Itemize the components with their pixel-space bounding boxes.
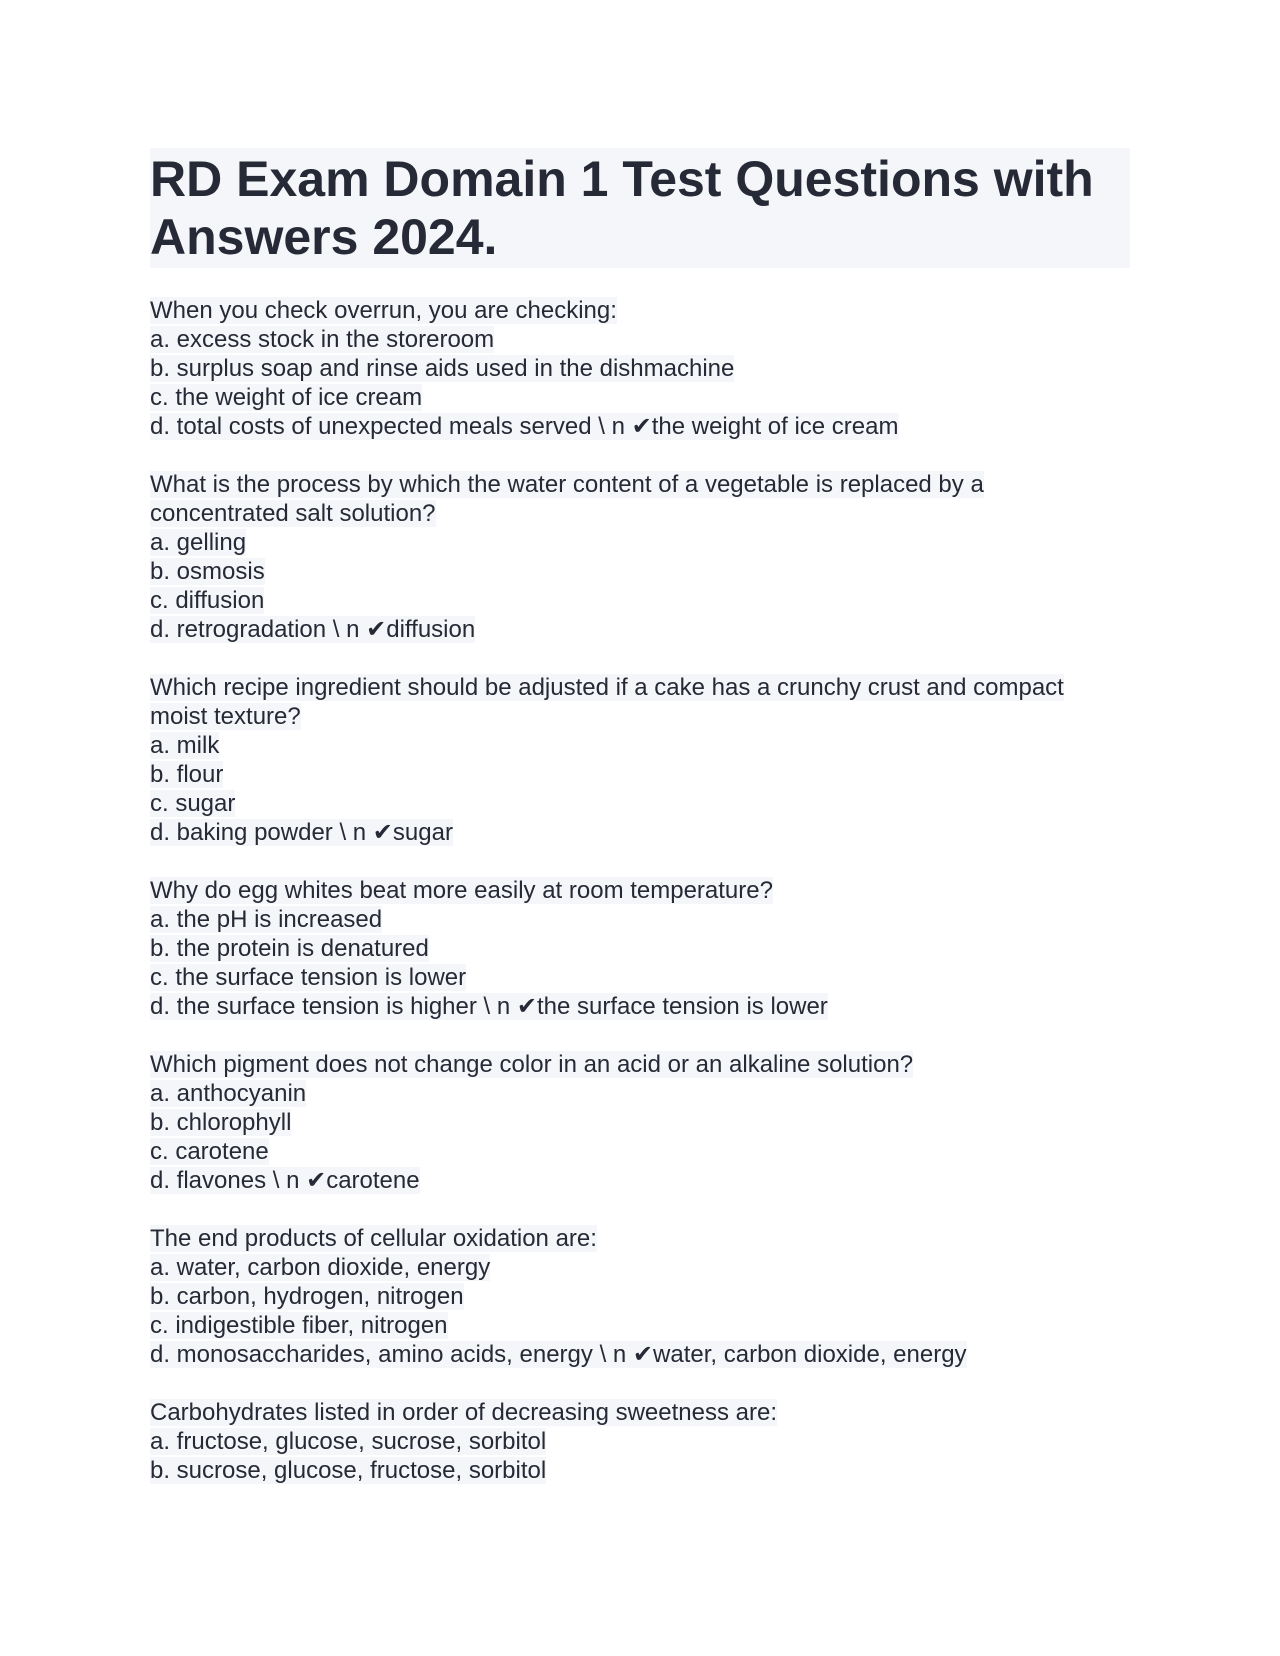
answer-option: b. carbon, hydrogen, nitrogen bbox=[150, 1283, 464, 1310]
answer-option-line bbox=[150, 1282, 1130, 1311]
answer-option-line bbox=[150, 1340, 1130, 1369]
answer-option-line bbox=[150, 412, 1130, 441]
answer-option-line bbox=[150, 1253, 1130, 1282]
question-block bbox=[150, 1224, 1130, 1369]
answer-option: b. chlorophyll bbox=[150, 1109, 292, 1136]
document-title: RD Exam Domain 1 Test Questions with Answers 2024. bbox=[150, 148, 1130, 268]
answer-option: c. the weight of ice cream bbox=[150, 384, 423, 411]
answer-option: b. osmosis bbox=[150, 558, 265, 585]
answer-option-line bbox=[150, 354, 1130, 383]
answer-option-line bbox=[150, 586, 1130, 615]
answer-option-line bbox=[150, 325, 1130, 354]
question-text: moist texture? bbox=[150, 703, 301, 730]
answer-option-line bbox=[150, 383, 1130, 412]
answer-option: a. the pH is increased bbox=[150, 906, 383, 933]
answer-option: d. total costs of unexpected meals served \ n ✔the weight of ice cream bbox=[150, 413, 899, 440]
answer-option: d. monosaccharides, amino acids, energy \ n ✔water, carbon dioxide, energy bbox=[150, 1341, 967, 1368]
answer-option-line bbox=[150, 1456, 1130, 1485]
answer-option-line bbox=[150, 1427, 1130, 1456]
document-page bbox=[150, 148, 1130, 1514]
answer-option: b. surplus soap and rinse aids used in the dishmachine bbox=[150, 355, 735, 382]
answer-option: c. the surface tension is lower bbox=[150, 964, 467, 991]
question-text: Which pigment does not change color in an acid or an alkaline solution? bbox=[150, 1051, 914, 1078]
question-text: Carbohydrates listed in order of decreasing sweetness are: bbox=[150, 1399, 777, 1426]
answer-option-line bbox=[150, 615, 1130, 644]
question-text-line bbox=[150, 876, 1130, 905]
answer-option: a. water, carbon dioxide, energy bbox=[150, 1254, 491, 1281]
answer-option: d. baking powder \ n ✔sugar bbox=[150, 819, 453, 846]
answer-option: c. indigestible fiber, nitrogen bbox=[150, 1312, 448, 1339]
answer-option: b. flour bbox=[150, 761, 224, 788]
question-text-line bbox=[150, 1224, 1130, 1253]
question-text: What is the process by which the water content of a vegetable is replaced by a bbox=[150, 471, 984, 498]
answer-option-line bbox=[150, 731, 1130, 760]
answer-option: a. anthocyanin bbox=[150, 1080, 307, 1107]
answer-option: a. milk bbox=[150, 732, 220, 759]
question-text-line bbox=[150, 296, 1130, 325]
question-text-line bbox=[150, 470, 1130, 499]
question-block bbox=[150, 1050, 1130, 1195]
question-text-line bbox=[150, 673, 1130, 702]
answer-option: c. sugar bbox=[150, 790, 236, 817]
answer-option-line bbox=[150, 1079, 1130, 1108]
question-text: Why do egg whites beat more easily at room temperature? bbox=[150, 877, 773, 904]
answer-option: a. fructose, glucose, sucrose, sorbitol bbox=[150, 1428, 547, 1455]
question-block bbox=[150, 876, 1130, 1021]
question-text-line bbox=[150, 702, 1130, 731]
answer-option-line bbox=[150, 789, 1130, 818]
question-text: The end products of cellular oxidation are: bbox=[150, 1225, 597, 1252]
question-text: concentrated salt solution? bbox=[150, 500, 436, 527]
answer-option: d. flavones \ n ✔carotene bbox=[150, 1167, 420, 1194]
answer-option-line bbox=[150, 992, 1130, 1021]
answer-option-line bbox=[150, 934, 1130, 963]
question-text-line bbox=[150, 1050, 1130, 1079]
answer-option: b. sucrose, glucose, fructose, sorbitol bbox=[150, 1457, 547, 1484]
question-list bbox=[150, 296, 1130, 1485]
question-block bbox=[150, 1398, 1130, 1485]
question-block bbox=[150, 296, 1130, 441]
answer-option-line bbox=[150, 1311, 1130, 1340]
answer-option: c. carotene bbox=[150, 1138, 269, 1165]
answer-option-line bbox=[150, 557, 1130, 586]
question-text-line bbox=[150, 1398, 1130, 1427]
question-block bbox=[150, 673, 1130, 847]
answer-option-line bbox=[150, 818, 1130, 847]
question-text: When you check overrun, you are checking: bbox=[150, 297, 617, 324]
answer-option: a. excess stock in the storeroom bbox=[150, 326, 495, 353]
answer-option-line bbox=[150, 1108, 1130, 1137]
answer-option-line bbox=[150, 963, 1130, 992]
answer-option: d. retrogradation \ n ✔diffusion bbox=[150, 616, 476, 643]
question-block bbox=[150, 470, 1130, 644]
answer-option-line bbox=[150, 760, 1130, 789]
answer-option-line bbox=[150, 905, 1130, 934]
question-text-line bbox=[150, 499, 1130, 528]
answer-option-line bbox=[150, 1137, 1130, 1166]
answer-option-line bbox=[150, 528, 1130, 557]
answer-option: b. the protein is denatured bbox=[150, 935, 429, 962]
answer-option: d. the surface tension is higher \ n ✔the surface tension is lower bbox=[150, 993, 828, 1020]
answer-option: a. gelling bbox=[150, 529, 247, 556]
question-text: Which recipe ingredient should be adjusted if a cake has a crunchy crust and compact bbox=[150, 674, 1064, 701]
answer-option-line bbox=[150, 1166, 1130, 1195]
answer-option: c. diffusion bbox=[150, 587, 265, 614]
